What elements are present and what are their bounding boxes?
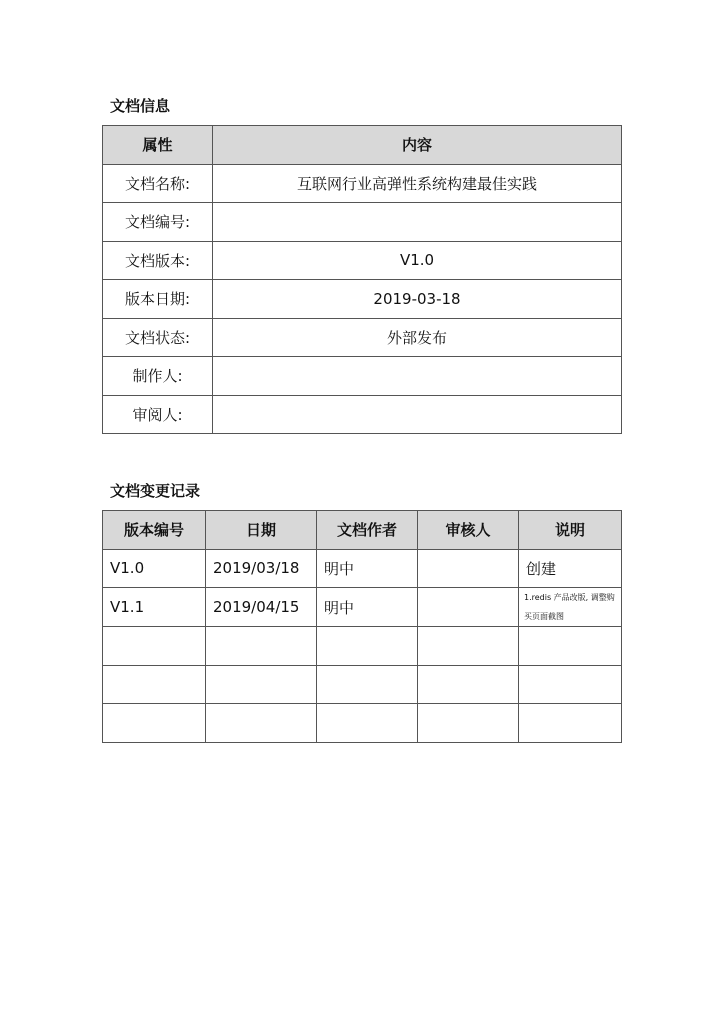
- table-row: [103, 665, 622, 704]
- author-cell: [317, 704, 418, 743]
- doc-status-label: 文档状态:: [103, 318, 213, 357]
- date-cell: [206, 627, 317, 666]
- author-label: 制作人:: [103, 357, 213, 396]
- header-date: 日期: [206, 511, 317, 550]
- date-cell: [206, 665, 317, 704]
- reviewer-cell: [418, 665, 519, 704]
- note-cell: 创建: [519, 549, 622, 588]
- doc-number-value: [213, 203, 622, 242]
- header-reviewer: 审核人: [418, 511, 519, 550]
- note-cell: [519, 665, 622, 704]
- author-cell: 明中: [317, 588, 418, 627]
- doc-info-header-row: [103, 126, 622, 165]
- reviewer-cell: [418, 627, 519, 666]
- author-cell: [317, 665, 418, 704]
- table-row: [103, 704, 622, 743]
- change-log-table: [102, 510, 622, 743]
- header-version: 版本编号: [103, 511, 206, 550]
- table-row: [103, 395, 622, 434]
- table-row: [103, 357, 622, 396]
- version-cell: V1.0: [103, 549, 206, 588]
- table-row: [103, 241, 622, 280]
- note-cell: [519, 704, 622, 743]
- author-value: [213, 357, 622, 396]
- author-cell: [317, 627, 418, 666]
- reviewer-value: [213, 395, 622, 434]
- header-note: 说明: [519, 511, 622, 550]
- version-cell: V1.1: [103, 588, 206, 627]
- header-attribute: 属性: [103, 126, 213, 165]
- doc-number-label: 文档编号:: [103, 203, 213, 242]
- doc-version-label: 文档版本:: [103, 241, 213, 280]
- table-row: [103, 549, 622, 588]
- table-row: [103, 588, 622, 627]
- table-row: [103, 318, 622, 357]
- change-log-header-row: [103, 511, 622, 550]
- doc-info-table: [102, 125, 622, 434]
- date-cell: 2019/04/15: [206, 588, 317, 627]
- version-cell: [103, 627, 206, 666]
- date-cell: [206, 704, 317, 743]
- doc-name-value: 互联网行业高弹性系统构建最佳实践: [213, 164, 622, 203]
- version-cell: [103, 665, 206, 704]
- version-date-label: 版本日期:: [103, 280, 213, 319]
- author-cell: 明中: [317, 549, 418, 588]
- reviewer-label: 审阅人:: [103, 395, 213, 434]
- header-content: 内容: [213, 126, 622, 165]
- header-author: 文档作者: [317, 511, 418, 550]
- doc-status-value: 外部发布: [213, 318, 622, 357]
- doc-name-label: 文档名称:: [103, 164, 213, 203]
- table-row: [103, 164, 622, 203]
- table-row: [103, 203, 622, 242]
- version-date-value: 2019-03-18: [213, 280, 622, 319]
- doc-version-value: V1.0: [213, 241, 622, 280]
- table-row: [103, 280, 622, 319]
- version-cell: [103, 704, 206, 743]
- reviewer-cell: [418, 549, 519, 588]
- change-log-title: 文档变更记录: [110, 482, 201, 500]
- reviewer-cell: [418, 704, 519, 743]
- reviewer-cell: [418, 588, 519, 627]
- doc-info-title: 文档信息: [110, 97, 171, 115]
- note-cell: 1.redis 产品改版, 调整购买页面截图: [519, 588, 622, 627]
- note-cell: [519, 627, 622, 666]
- table-row: [103, 627, 622, 666]
- date-cell: 2019/03/18: [206, 549, 317, 588]
